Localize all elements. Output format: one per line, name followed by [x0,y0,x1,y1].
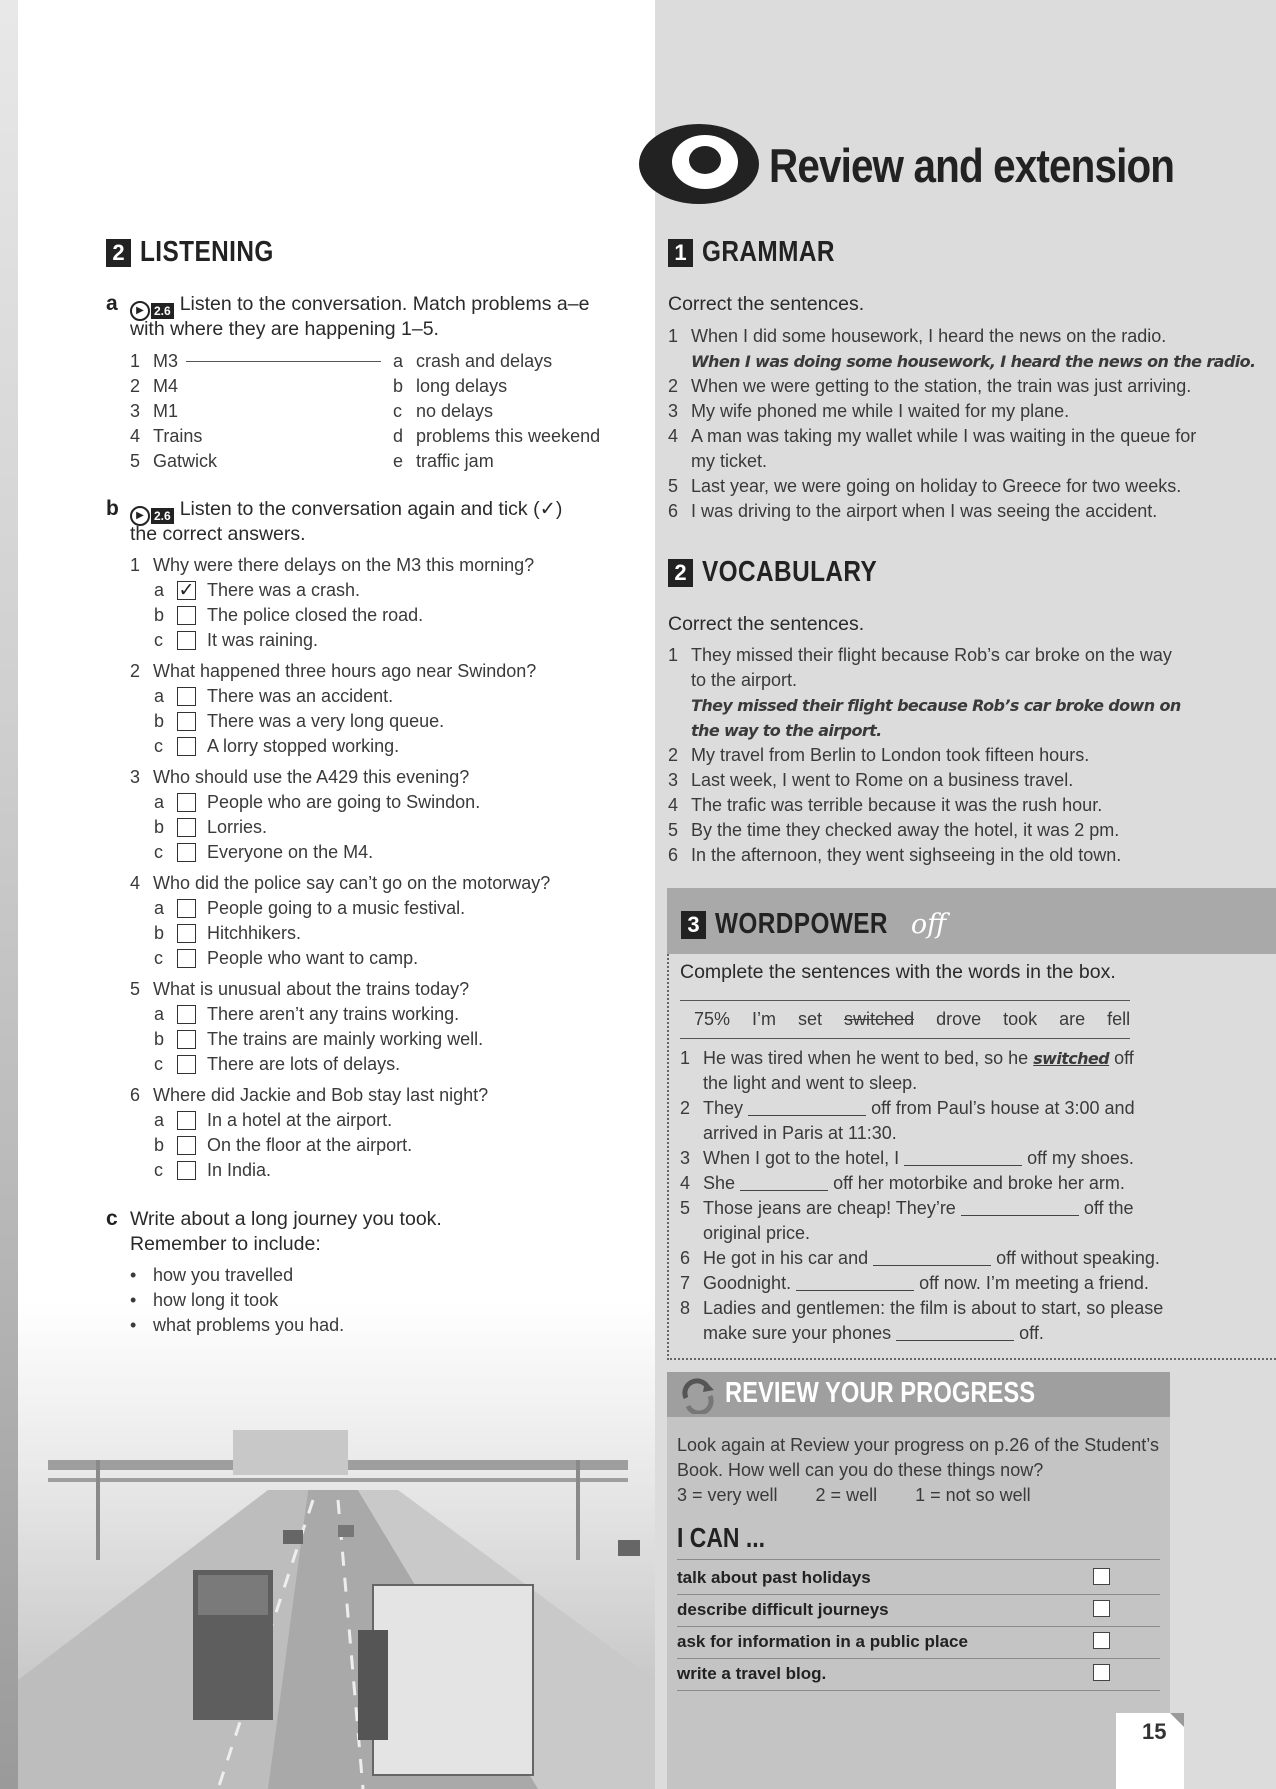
wordpower-sentence-cont: arrived in Paris at 11:30. [703,1123,897,1143]
tick-box[interactable] [177,712,196,731]
list-item: 3 M1 [130,401,179,421]
i-can-heading: I CAN ... [677,1522,766,1553]
list-item: e traffic jam [393,451,494,471]
word-box-item: 75% [694,1009,731,1029]
blank-field[interactable] [748,1115,866,1116]
question: 6 Where did Jackie and Bob stay last night? [130,1085,489,1105]
list-item: c no delays [393,401,494,421]
sentence-item: 5 Last year, we were going on holiday to Greece for two weeks. [668,476,1182,496]
question: 2 What happened three hours ago near Swindon? [130,661,537,681]
play-icon: ▶ [130,506,150,526]
answer-option: a ✓ There was a crash. [154,580,361,601]
word-box [680,1000,1130,1039]
section-number: 3 [681,911,706,939]
sentence-item: 4 The trafic was terrible because it was the rush hour. [668,795,1103,815]
blank-field[interactable] [896,1340,1014,1341]
answer-option: a People going to a music festival. [154,898,466,918]
divider [677,1559,1160,1560]
wordpower-word: off [910,909,947,940]
i-can-item: describe difficult journeys [677,1600,889,1619]
question: 1 Why were there delays on the M3 this morning? [130,555,535,575]
tick-box[interactable] [177,737,196,756]
sentence-item-cont: to the airport. [691,670,798,690]
list-item: b long delays [393,376,508,396]
vocabulary-instruction: Correct the sentences. [668,613,865,635]
word-box-item: switched [844,1009,915,1029]
i-can-item: ask for information in a public place [677,1632,968,1651]
tick-box[interactable] [177,1005,196,1024]
list-item: 4 Trains [130,426,203,446]
blank-field[interactable] [873,1265,991,1266]
vocabulary-heading [668,556,911,589]
sentence-item: 6 I was driving to the airport when I was seeing the accident. [668,501,1158,521]
tick-box[interactable] [177,1161,196,1180]
list-item: 2 M4 [130,376,179,396]
list-item: a crash and delays [393,351,553,371]
divider [677,1658,1160,1659]
word-box-item: took [1003,1009,1038,1029]
tick-box[interactable] [177,924,196,943]
question: 4 Who did the police say can’t go on the motorway? [130,873,551,893]
question: 3 Who should use the A429 this evening? [130,767,470,787]
section-number: 1 [668,239,693,267]
rating-checkbox[interactable] [1093,1664,1110,1681]
wordpower-heading [681,908,946,941]
tick-box[interactable] [177,1111,196,1130]
word-box-item: set [798,1009,823,1029]
sentence-item: 2 My travel from Berlin to London took fifteen hours. [668,745,1090,765]
exercise-letter-c: c [106,1207,118,1230]
wordpower-sentence-cont: original price. [703,1223,811,1243]
sentence-item: 3 Last week, I went to Rome on a business travel. [668,770,1074,790]
review-progress-title: REVIEW YOUR PROGRESS [725,1377,1036,1409]
tick-box[interactable] [177,631,196,650]
answer-option: b The trains are mainly working well. [154,1029,484,1049]
answer-option: a In a hotel at the airport. [154,1110,393,1130]
sentence-item: 3 My wife phoned me while I waited for my plane. [668,401,1070,421]
answer-option: c It was raining. [154,630,319,650]
left-edge-photo-strip [0,0,18,1789]
exercise-c-instruction: Write about a long journey you took. [130,1208,442,1230]
rating-checkbox[interactable] [1093,1600,1110,1617]
exercise-c-instruction-cont: Remember to include: [130,1233,321,1255]
answer-option: c Everyone on the M4. [154,842,374,862]
grammar-instruction: Correct the sentences. [668,293,865,315]
blank-field[interactable] [904,1165,1022,1166]
wordpower-sentence: 4 She off her motorbike and broke her arm. [680,1173,1125,1193]
answer-option: c There are lots of delays. [154,1054,401,1074]
divider [677,1690,1160,1691]
answer-line [186,361,381,362]
tick-box[interactable] [177,1136,196,1155]
sentence-item: 6 In the afternoon, they went sighseeing in the old town. [668,845,1122,865]
sentence-item: 1 When I did some housework, I heard the news on the radio. [668,326,1167,346]
page-corner-fold [1170,1713,1184,1727]
unit-eye-logo [637,122,761,206]
divider [677,1594,1160,1595]
review-instruction-cont: Book. How well can you do these things now? [677,1460,1044,1480]
rating-checkbox[interactable] [1093,1568,1110,1585]
section-title: WORDPOWER [715,908,888,940]
rating-checkbox[interactable] [1093,1632,1110,1649]
i-can-item: talk about past holidays [677,1568,871,1587]
sentence-item-cont: my ticket. [691,451,768,471]
tick-box[interactable] [177,949,196,968]
answer-option: b On the floor at the airport. [154,1135,413,1155]
sentence-item: 4 A man was taking my wallet while I was waiting in the queue for [668,426,1197,446]
tick-box[interactable] [177,818,196,837]
wordpower-sentence: 1 He was tired when he went to bed, so he switched off [680,1048,1134,1068]
unit-title: Review and extension [769,139,1175,192]
model-answer-cont: the way to the airport. [691,721,882,740]
word-box-item: drove [936,1009,982,1029]
wordpower-sentence-cont: the light and went to sleep. [703,1073,918,1093]
example-answer: switched [1033,1049,1110,1068]
section-title: VOCABULARY [702,556,878,588]
word-box-item: I’m [752,1009,777,1029]
sentence-item: 5 By the time they checked away the hotel, it was 2 pm. [668,820,1120,840]
audio-track-button[interactable]: ▶ 2.6 [130,506,174,526]
wordpower-sentence-cont: make sure your phones off. [703,1323,1044,1343]
dotted-border [667,954,669,1360]
wordpower-sentence: 6 He got in his car and off without speaking. [680,1248,1160,1268]
answer-option: a People who are going to Swindon. [154,792,481,812]
tick-box[interactable] [177,843,196,862]
word-box-item: are [1059,1009,1086,1029]
divider [677,1626,1160,1627]
audio-track-button[interactable]: ▶ 2.6 [130,301,174,321]
model-answer: They missed their flight because Rob’s car broke down on [691,696,1181,715]
wordpower-sentence: 2 They off from Paul’s house at 3:00 and [680,1098,1135,1118]
exercise-letter-b: b [106,497,119,520]
sentence-item: 1 They missed their flight because Rob’s car broke on the way [668,645,1172,665]
rating-scale: 3 = very well 2 = well 1 = not so well [677,1485,1031,1505]
page-number: 15 [1142,1719,1167,1744]
tick-box[interactable] [177,899,196,918]
list-item: d problems this weekend [393,426,601,446]
bullet-item: • what problems you had. [130,1315,345,1335]
bullet-item: • how long it took [130,1290,279,1310]
motorway-photo [18,1300,655,1789]
wordpower-sentence: 5 Those jeans are cheap! They’re off the [680,1198,1134,1218]
dotted-border [667,1358,1276,1360]
blank-field[interactable] [796,1290,914,1291]
blank-field[interactable] [740,1190,828,1191]
list-item: 5 Gatwick [130,451,218,471]
grammar-heading [668,236,860,269]
list-item: 1 M3 [130,349,381,374]
tick-box[interactable] [177,793,196,812]
answer-option: b There was a very long queue. [154,711,445,731]
wordpower-sentence: 8 Ladies and gentlemen: the film is about to start, so please [680,1298,1164,1318]
wordpower-instruction: Complete the sentences with the words in the box. [680,961,1116,983]
tick-box[interactable] [177,687,196,706]
section-number: 2 [106,239,131,267]
bullet-item: • how you travelled [130,1265,294,1285]
model-answer: When I was doing some housework, I heard the news on the radio. [691,352,1256,371]
wordpower-sentence: 7 Goodnight. off now. I’m meeting a friend. [680,1273,1149,1293]
question: 5 What is unusual about the trains today? [130,979,470,999]
wordpower-sentence: 3 When I got to the hotel, I off my shoes. [680,1148,1134,1168]
answer-option: c In India. [154,1160,272,1180]
word-box-item: fell [1107,1009,1131,1029]
refresh-icon [678,1378,718,1414]
play-icon: ▶ [130,301,150,321]
tick-box[interactable] [177,1055,196,1074]
answer-option: b Hitchhikers. [154,923,302,943]
i-can-item: write a travel blog. [677,1664,827,1683]
blank-field[interactable] [961,1215,1079,1216]
section-number: 2 [668,559,693,587]
section-title: GRAMMAR [702,236,835,268]
sentence-item: 2 When we were getting to the station, the train was just arriving. [668,376,1192,396]
tick-box[interactable]: ✓ [178,580,195,601]
exercise-letter-a: a [106,292,118,315]
answer-option: b Lorries. [154,817,268,837]
tick-box[interactable] [177,606,196,625]
answer-option: c A lorry stopped working. [154,736,400,756]
exercise-a-instruction: ▶ 2.6 Listen to the conversation. Match problems a–e [130,292,589,321]
answer-option: c People who want to camp. [154,948,419,968]
exercise-b-instruction: ▶ 2.6 Listen to the conversation again and tick (✓) [130,497,562,526]
section-title: LISTENING [140,236,274,268]
answer-option: a There was an accident. [154,686,394,706]
listening-heading [106,236,299,269]
exercise-a-instruction-cont: with where they are happening 1–5. [130,318,439,340]
answer-option: b The police closed the road. [154,605,424,625]
tick-box[interactable] [177,1030,196,1049]
review-instruction: Look again at Review your progress on p.26 of the Student’s [677,1435,1159,1455]
answer-option: a There aren’t any trains working. [154,1004,460,1024]
exercise-b-instruction-cont: the correct answers. [130,523,306,545]
